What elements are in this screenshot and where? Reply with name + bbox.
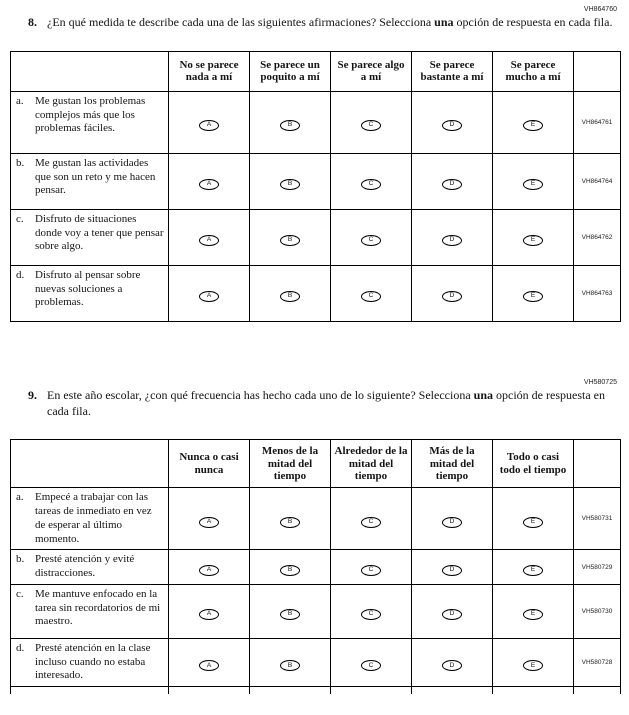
q9-c-option-cell-4 — [412, 584, 493, 638]
row-letter: c. — [16, 587, 24, 600]
q8-a-option-cell-4 — [412, 91, 493, 153]
row-text: Empecé a trabajar con las tareas de inmediato en vez de esperar al último momento. — [35, 491, 152, 545]
q8-c-option-cell-1 — [169, 209, 250, 265]
question-9-number: 9. — [28, 387, 37, 402]
q9-row-a — [11, 488, 621, 550]
q9-d-option-cell-4 — [412, 638, 493, 686]
q8-row-d-code: VH864763 — [574, 265, 621, 321]
q8-column-header-3: Se parece algo a mí — [331, 51, 412, 91]
q8-row-c-statement — [11, 209, 169, 265]
q9-column-header-3: Alrededor de la mitad del tiempo — [331, 440, 412, 488]
answer-bubble[interactable]: C — [361, 517, 381, 528]
q8-c-option-cell-4 — [412, 209, 493, 265]
q8-column-header-4: Se parece bastante a mí — [412, 51, 493, 91]
q9-d-option-cell-2 — [250, 638, 331, 686]
partial-cell — [331, 687, 412, 694]
question-8-form-code: VH864760 — [583, 6, 617, 13]
q8-row-a-code: VH864761 — [574, 91, 621, 153]
question-8-table — [10, 51, 621, 322]
q8-row-a-statement — [11, 91, 169, 153]
answer-bubble[interactable]: D — [442, 660, 462, 671]
partial-cell — [11, 687, 169, 694]
row-letter: b. — [16, 156, 25, 169]
q9-b-option-cell-4 — [412, 550, 493, 585]
q8-column-header-2: Se parece un poquito a mí — [250, 51, 331, 91]
row-letter: a. — [16, 94, 24, 107]
row-text: Disfruto de situaciones donde voy a tener que pensar sobre algo. — [35, 212, 164, 253]
answer-bubble[interactable]: E — [523, 291, 543, 302]
prompt-pre: ¿En qué medida te describe cada una de las siguientes afirmaciones? Selecciona — [47, 15, 435, 29]
q9-b-option-cell-3 — [331, 550, 412, 585]
answer-bubble[interactable]: B — [280, 291, 300, 302]
q8-b-option-cell-2 — [250, 153, 331, 209]
question-8-prompt — [28, 15, 615, 31]
row-text: Presté atención en la clase incluso cuando no estaba interesado. — [35, 641, 151, 682]
row-letter: c. — [16, 212, 24, 225]
q8-column-header-5: Se parece mucho a mí — [493, 51, 574, 91]
answer-bubble[interactable]: C — [361, 179, 381, 190]
prompt-bold: una — [434, 15, 454, 29]
prompt-post: opción de respuesta en cada fila. — [47, 387, 605, 418]
answer-bubble[interactable]: D — [442, 235, 462, 246]
answer-bubble[interactable]: D — [442, 517, 462, 528]
answer-bubble[interactable]: B — [280, 517, 300, 528]
q9-row-c-statement — [11, 584, 169, 638]
q9-b-option-cell-1 — [169, 550, 250, 585]
answer-bubble[interactable]: D — [442, 179, 462, 190]
q9-row-c-code: VH580730 — [574, 584, 621, 638]
answer-bubble[interactable]: E — [523, 517, 543, 528]
answer-bubble[interactable]: A — [199, 517, 219, 528]
q9-row-a-statement — [11, 488, 169, 550]
q9-row-a-code: VH580731 — [574, 488, 621, 550]
answer-bubble[interactable]: D — [442, 565, 462, 576]
q9-row-d-statement — [11, 638, 169, 686]
q8-b-option-cell-5 — [493, 153, 574, 209]
q9-column-header-4: Más de la mitad del tiempo — [412, 440, 493, 488]
q9-corner-cell — [11, 440, 169, 488]
q8-d-option-cell-4 — [412, 265, 493, 321]
answer-bubble[interactable]: E — [523, 235, 543, 246]
q9-row-c — [11, 584, 621, 638]
q9-code-column-header — [574, 440, 621, 488]
q8-c-option-cell-3 — [331, 209, 412, 265]
partial-cell — [250, 687, 331, 694]
q8-a-option-cell-5 — [493, 91, 574, 153]
q9-column-header-1: Nunca o casi nunca — [169, 440, 250, 488]
q8-row-b-statement — [11, 153, 169, 209]
row-letter: d. — [16, 641, 25, 654]
answer-bubble[interactable]: A — [199, 179, 219, 190]
answer-bubble[interactable]: C — [361, 235, 381, 246]
answer-bubble[interactable]: E — [523, 120, 543, 131]
answer-bubble[interactable]: E — [523, 660, 543, 671]
answer-bubble[interactable]: B — [280, 660, 300, 671]
answer-bubble[interactable]: C — [361, 609, 381, 620]
q8-row-a — [11, 91, 621, 153]
q8-header-row — [11, 51, 621, 91]
q9-row-b-statement — [11, 550, 169, 585]
q8-d-option-cell-5 — [493, 265, 574, 321]
q9-a-option-cell-5 — [493, 488, 574, 550]
q8-d-option-cell-3 — [331, 265, 412, 321]
q9-row-d-code: VH580728 — [574, 638, 621, 686]
q9-row-b — [11, 550, 621, 585]
q9-d-option-cell-5 — [493, 638, 574, 686]
q8-a-option-cell-2 — [250, 91, 331, 153]
question-9-prompt — [28, 388, 615, 420]
q9-a-option-cell-4 — [412, 488, 493, 550]
answer-bubble[interactable]: B — [280, 565, 300, 576]
q8-row-b-code: VH864764 — [574, 153, 621, 209]
row-text: Me mantuve enfocado en la tarea sin recordatorios de mi maestro. — [35, 587, 161, 628]
partial-cell — [412, 687, 493, 694]
q8-column-header-1: No se parece nada a mí — [169, 51, 250, 91]
answer-bubble[interactable]: B — [280, 235, 300, 246]
q9-a-option-cell-3 — [331, 488, 412, 550]
answer-bubble[interactable]: A — [199, 565, 219, 576]
question-9-block — [10, 378, 619, 694]
answer-bubble[interactable]: E — [523, 565, 543, 576]
q8-row-d — [11, 265, 621, 321]
partial-cell — [169, 687, 250, 694]
answer-bubble[interactable]: E — [523, 609, 543, 620]
answer-bubble[interactable]: A — [199, 291, 219, 302]
prompt-post: opción de respuesta en cada fila. — [453, 15, 613, 29]
answer-bubble[interactable]: B — [280, 179, 300, 190]
q9-row-d — [11, 638, 621, 686]
question-8-text — [47, 15, 612, 31]
q9-partial-next-row — [11, 687, 621, 694]
answer-bubble[interactable]: D — [442, 609, 462, 620]
answer-bubble[interactable]: A — [199, 235, 219, 246]
answer-bubble[interactable]: B — [280, 120, 300, 131]
q8-a-option-cell-3 — [331, 91, 412, 153]
q9-c-option-cell-1 — [169, 584, 250, 638]
q9-row-b-code: VH580729 — [574, 550, 621, 585]
q8-a-option-cell-1 — [169, 91, 250, 153]
q9-header-row — [11, 440, 621, 488]
q9-column-header-2: Menos de la mitad del tiempo — [250, 440, 331, 488]
answer-bubble[interactable]: E — [523, 179, 543, 190]
q9-column-header-5: Todo o casi todo el tiempo — [493, 440, 574, 488]
row-text: Me gustan las actividades que son un reto y me hacen pensar. — [35, 156, 156, 197]
q9-b-option-cell-2 — [250, 550, 331, 585]
answer-bubble[interactable]: C — [361, 565, 381, 576]
prompt-pre: En este año escolar, ¿con qué frecuencia has hecho cada uno de lo siguiente? Selecciona — [47, 387, 474, 402]
row-letter: d. — [16, 268, 25, 281]
partial-cell — [574, 687, 621, 694]
q9-a-option-cell-2 — [250, 488, 331, 550]
answer-bubble[interactable]: A — [199, 120, 219, 131]
q9-c-option-cell-2 — [250, 584, 331, 638]
answer-bubble[interactable]: C — [361, 660, 381, 671]
question-9-text — [47, 388, 615, 420]
q8-b-option-cell-3 — [331, 153, 412, 209]
q8-c-option-cell-2 — [250, 209, 331, 265]
row-letter: a. — [16, 491, 24, 504]
q9-d-option-cell-1 — [169, 638, 250, 686]
q8-corner-cell — [11, 51, 169, 91]
row-text: Disfruto al pensar sobre nuevas soluciones a problemas. — [35, 268, 141, 309]
answer-bubble[interactable]: D — [442, 120, 462, 131]
answer-bubble[interactable]: D — [442, 291, 462, 302]
q8-b-option-cell-1 — [169, 153, 250, 209]
question-8-number: 8. — [28, 15, 37, 29]
q9-a-option-cell-1 — [169, 488, 250, 550]
question-9-table — [10, 439, 621, 693]
partial-cell — [493, 687, 574, 694]
answer-bubble[interactable]: A — [199, 660, 219, 671]
question-8-block — [10, 5, 619, 322]
q8-row-c — [11, 209, 621, 265]
q8-row-b — [11, 153, 621, 209]
q8-row-c-code: VH864762 — [574, 209, 621, 265]
q8-code-column-header — [574, 51, 621, 91]
q8-d-option-cell-1 — [169, 265, 250, 321]
row-text: Me gustan los problemas complejos más que los problemas fáciles. — [35, 94, 146, 135]
answer-bubble[interactable]: C — [361, 120, 381, 131]
prompt-bold: una — [473, 387, 494, 402]
q9-d-option-cell-3 — [331, 638, 412, 686]
row-text: Presté atención y evité distracciones. — [35, 553, 135, 580]
answer-bubble[interactable]: A — [199, 609, 219, 620]
q8-row-d-statement — [11, 265, 169, 321]
q8-c-option-cell-5 — [493, 209, 574, 265]
q8-b-option-cell-4 — [412, 153, 493, 209]
answer-bubble[interactable]: C — [361, 291, 381, 302]
q9-c-option-cell-3 — [331, 584, 412, 638]
answer-bubble[interactable]: B — [280, 609, 300, 620]
q9-c-option-cell-5 — [493, 584, 574, 638]
question-9-form-code: VH580725 — [583, 378, 617, 386]
row-letter: b. — [16, 553, 25, 566]
q8-d-option-cell-2 — [250, 265, 331, 321]
q9-b-option-cell-5 — [493, 550, 574, 585]
